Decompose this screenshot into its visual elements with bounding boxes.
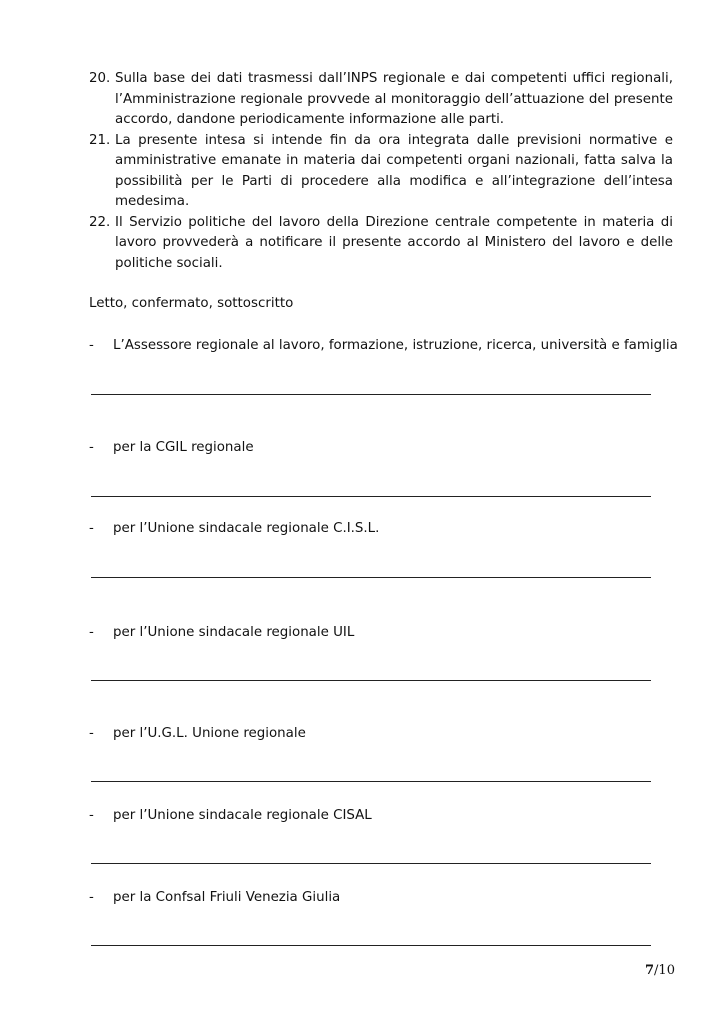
list-dash: - [89, 440, 94, 455]
signature-line[interactable] [91, 680, 651, 681]
clause-text: La presente intesa si intende fin da ora integrata dalle previsioni normative e amministrative emanate in materia dai competenti organi nazionali, fatta salva la possibilità per le Parti di procedere alla modifica e all’integrazione dell’intesa medesima. [115, 132, 673, 209]
numbered-clauses [89, 69, 673, 274]
clause-text: Il Servizio politiche del lavoro della Direzione centrale competente in materia di lavoro provvederà a notificare il presente accordo al Ministero del lavoro e delle politiche sociali. [115, 214, 673, 271]
page-number-total: /10 [654, 963, 675, 978]
list-dash: - [89, 890, 94, 905]
signatory-label: per la CGIL regionale [113, 440, 254, 455]
signatory-label: per la Confsal Friuli Venezia Giulia [113, 890, 341, 905]
clause-number: 22. [89, 214, 111, 230]
signature-line[interactable] [91, 496, 651, 497]
closing-formula: Letto, confermato, sottoscritto [89, 296, 294, 311]
clause-number: 20. [89, 71, 111, 86]
signatory-label: L’Assessore regionale al lavoro, formazione, istruzione, ricerca, università e famiglia [113, 338, 678, 353]
clause-20 [89, 69, 673, 131]
list-dash: - [89, 726, 94, 741]
signature-line[interactable] [91, 945, 651, 946]
clause-number: 21. [89, 132, 111, 148]
signature-line[interactable] [91, 863, 651, 864]
signatory-label: per l’Unione sindacale regionale C.I.S.L. [113, 521, 380, 536]
signature-line[interactable] [91, 394, 651, 395]
clause-text: Sulla base dei dati trasmessi dall’INPS regionale e dai competenti uffici regionali, l’Amministrazione regionale provvede al monitoraggio dell’attuazione del presente accordo, dandone periodicamente informazione alle parti. [115, 71, 673, 127]
list-dash: - [89, 338, 94, 353]
page-number-current: 7 [645, 963, 655, 978]
signatory-label: per l’Unione sindacale regionale UIL [113, 625, 355, 640]
list-dash: - [89, 521, 94, 536]
signature-line[interactable] [91, 781, 651, 782]
signature-line[interactable] [91, 577, 651, 578]
signatory-label: per l’U.G.L. Unione regionale [113, 726, 306, 741]
list-dash: - [89, 808, 94, 823]
page-number [645, 963, 675, 979]
clause-22 [89, 213, 673, 275]
signatory-label: per l’Unione sindacale regionale CISAL [113, 808, 372, 823]
clause-21 [89, 131, 673, 213]
list-dash: - [89, 625, 94, 640]
